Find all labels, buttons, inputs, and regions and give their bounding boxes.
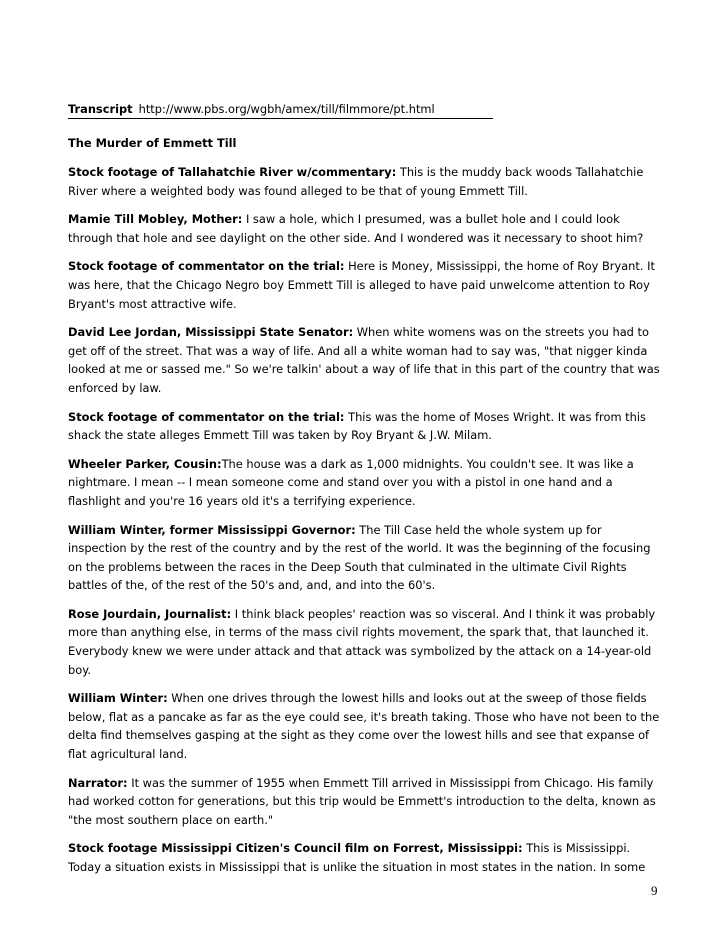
speaker-label: Stock footage of Tallahatchie River w/commentary: <box>68 165 397 179</box>
paragraph-text: It was the summer of 1955 when Emmett Till arrived in Mississippi from Chicago. His family had worked cotton for generations, but this trip would be Emmett's introduction to the delta, known as "the most southern place on earth." <box>68 775 656 827</box>
transcript-paragraph-8 <box>68 605 663 679</box>
speaker-label: William Winter, former Mississippi Governor: <box>68 522 356 537</box>
transcript-paragraph-2 <box>68 210 663 247</box>
paragraph-text: I think black peoples' reaction was so visceral. And I think it was probably more than anything else, in terms of the mass civil rights movement, the spark that, that launched it. Everybody knew we were under attack and that attack was symbolized by the attack on a 14-year-old boy. <box>68 606 656 677</box>
speaker-label: Stock footage of commentator on the trial: <box>68 259 345 274</box>
speaker-label: Stock footage Mississippi Citizen's Council film on Forrest, Mississippi: <box>68 841 523 856</box>
page-content <box>68 101 663 877</box>
transcript-paragraph-10 <box>68 774 663 830</box>
transcript-paragraph-6 <box>68 455 663 511</box>
transcript-paragraph-5 <box>68 408 663 445</box>
speaker-label: Rose Jourdain, Journalist: <box>68 606 232 621</box>
paragraph-text: This is Mississippi. Today a situation exists in Mississippi that is unlike the situation in most states in the nation. In some <box>68 841 646 874</box>
paragraph-text: When white womens was on the streets you had to get off of the street. That was a way of life. And all a white woman had to say was, "that nigger kinda looked at me or sassed me." So we're talkin' about a way of life that in this part of the country that was enforced by law. <box>68 325 660 395</box>
transcript-paragraph-1 <box>68 163 663 200</box>
transcript-paragraph-7 <box>68 521 663 595</box>
source-url[interactable]: http://www.pbs.org/wgbh/amex/till/filmmore/pt.html <box>138 102 435 116</box>
transcript-paragraph-3 <box>68 257 663 313</box>
paragraph-text: The house was a dark as 1,000 midnights. You couldn't see. It was like a nightmare. I mean -- I mean someone come and stand over you with a pistol in one hand and a flashlight and you're 16 years old it's a terrifying experience. <box>68 456 634 508</box>
speaker-label: Narrator: <box>68 775 128 790</box>
document-title: The Murder of Emmett Till <box>68 136 237 150</box>
paragraph-text: Here is Money, Mississippi, the home of Roy Bryant. It was here, that the Chicago Negro boy Emmett Till is alleged to have paid unwelcome attention to Roy Bryant's most attractive wife. <box>68 259 655 311</box>
transcript-paragraph-4 <box>68 323 663 397</box>
transcript-header <box>68 101 493 119</box>
speaker-label: Stock footage of commentator on the trial: <box>68 409 345 424</box>
speaker-label: Wheeler Parker, Cousin: <box>68 456 222 471</box>
transcript-paragraph-11 <box>68 839 663 876</box>
speaker-label: David Lee Jordan, Mississippi State Senator: <box>68 325 354 340</box>
page-number: 9 <box>651 883 658 898</box>
transcript-paragraph-9 <box>68 689 663 763</box>
speaker-label: William Winter: <box>68 691 168 706</box>
paragraph-text: When one drives through the lowest hills and looks out at the sweep of those fields below, flat as a pancake as far as the eye could see, it's breath taking. Those who have not been to the delta find themselves gasping at the sight as they come over the lowest hills and see that expanse of flat agricultural land. <box>68 691 660 762</box>
paragraph-text: This was the home of Moses Wright. It was from this shack the state alleges Emmett Till was taken by Roy Bryant & J.W. Milam. <box>68 409 646 443</box>
paragraph-text: I saw a hole, which I presumed, was a bullet hole and I could look through that hole and see daylight on the other side. And I wondered was it necessary to shoot him? <box>68 212 644 245</box>
paragraph-text: This is the muddy back woods Tallahatchie River where a weighted body was found alleged to be that of young Emmett Till. <box>68 165 644 198</box>
paragraph-text: The Till Case held the whole system up for inspection by the rest of the country and by the rest of the world. It was the beginning of the focusing on the problems between the races in the Deep South that culminated in the ultimate Civil Rights battles of the, of the rest of the 50's and, and, and into the 60's. <box>68 522 651 593</box>
speaker-label: Mamie Till Mobley, Mother: <box>68 212 243 227</box>
transcript-label: Transcript <box>68 102 133 116</box>
